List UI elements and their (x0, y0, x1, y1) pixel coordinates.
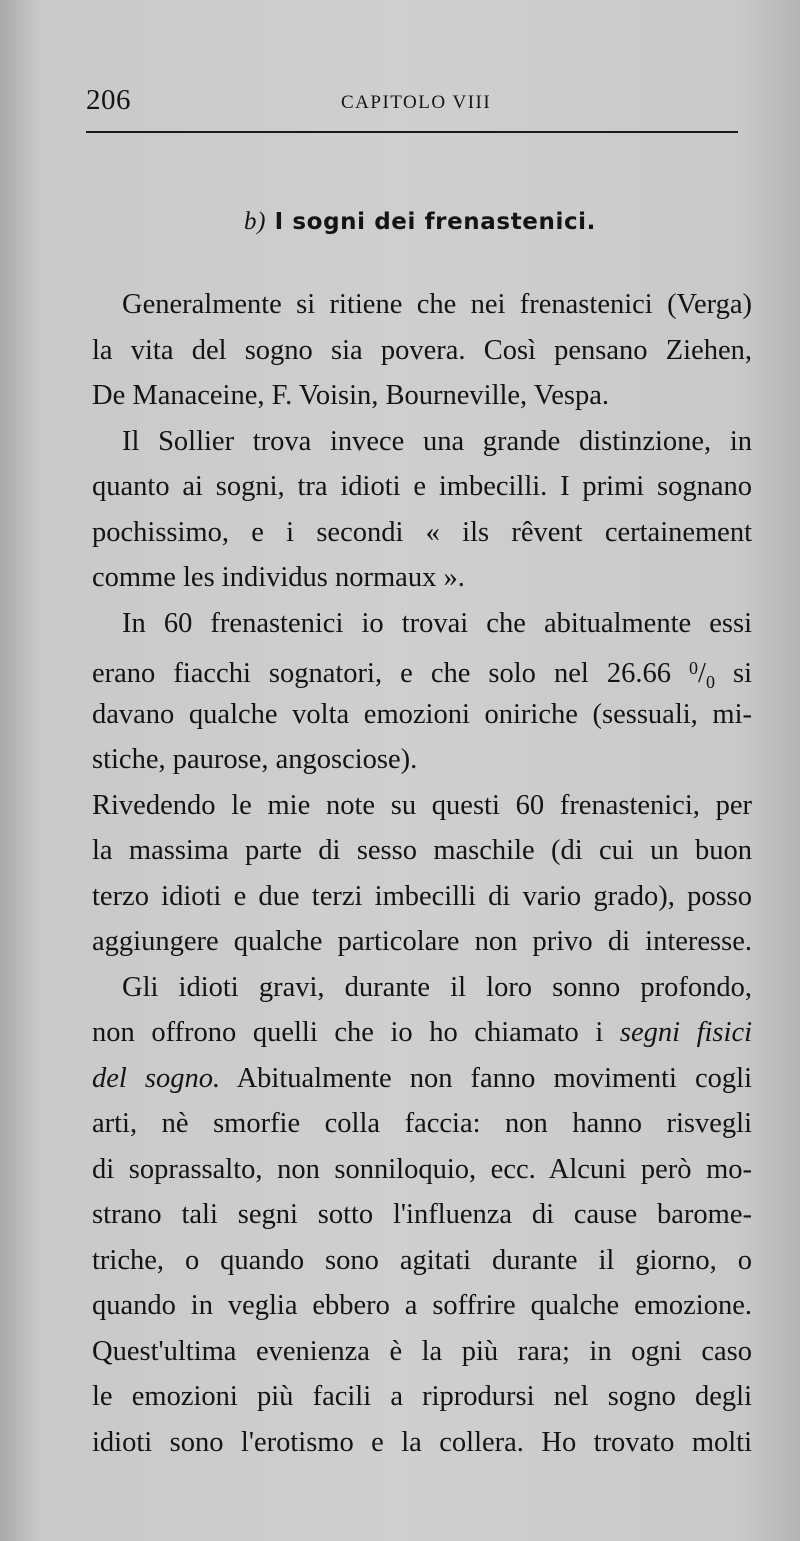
body-text (92, 282, 752, 1465)
text-line: triche, o quando sono agitati durante il giorno, o (92, 1244, 752, 1276)
percent-slash: / (698, 658, 706, 689)
text-line: aggiungere qualche particolare non privo di interesse. (92, 926, 752, 957)
italic-segment: del sogno. (92, 1062, 221, 1094)
page-number: 206 (86, 84, 131, 116)
text-line: Rivedendo le mie note su questi 60 frenastenici, per (92, 789, 752, 821)
text-line: le emozioni più facili a riprodursi nel sogno degli (92, 1381, 752, 1412)
text-line: pochissimo, e i secondi « ils rêvent certainement (92, 516, 752, 548)
percent-bottom: 0 (705, 672, 715, 692)
text-line: arti, nè smorfie colla faccia: non hanno risvegli (92, 1108, 752, 1139)
section-title (0, 208, 800, 236)
text-line: quando in veglia ebbero a soffrire qualche emozione. (92, 1290, 752, 1321)
header-rule (86, 131, 738, 133)
text-line (92, 1010, 752, 1056)
text-segment: non offrono quelli che io ho chiamato i (92, 1017, 604, 1048)
page-header (86, 84, 736, 124)
text-line: terzo idioti e due terzi imbecilli di vario grado), posso (92, 880, 752, 912)
text-line: Quest'ultima evenienza è la più rara; in ogni caso (92, 1335, 752, 1367)
text-line: quanto ai sogni, tra idioti e imbecilli. I primi sognano (92, 471, 752, 502)
text-line: Il Sollier trova invece una grande distinzione, in (122, 425, 752, 457)
text-line: davano qualche volta emozioni oniriche (sessuali, mi- (92, 698, 752, 730)
italic-segment: segni fisici (619, 1017, 752, 1048)
text-line: In 60 frenastenici io trovai che abitualmente essi (122, 607, 752, 639)
percent-top: 0 (689, 658, 699, 678)
text-segment: si (732, 658, 752, 689)
text-line (92, 646, 752, 692)
text-line (92, 1056, 752, 1102)
text-line: stiche, paurose, angosciose). (92, 744, 418, 775)
text-line: Gli idioti gravi, durante il loro sonno profondo, (122, 971, 752, 1003)
text-line: strano tali segni sotto l'influenza di cause barome- (92, 1199, 752, 1230)
text-line: di soprassalto, non sonniloquio, ecc. Alcuni però mo- (92, 1153, 752, 1185)
section-title-text: I sogni dei frenastenici. (274, 209, 597, 235)
text-line: comme les individus normaux ». (92, 562, 465, 593)
text-line: la vita del sogno sia povera. Così pensano Ziehen, (92, 334, 752, 366)
percent-sign (689, 658, 715, 692)
text-segment: Abitualmente non fanno movimenti cogli (236, 1062, 752, 1094)
text-line: De Manaceine, F. Voisin, Bourneville, Vespa. (92, 380, 609, 411)
text-line: la massima parte di sesso maschile (di cui un buon (92, 835, 752, 866)
text-line: Generalmente si ritiene che nei frenastenici (Verga) (122, 289, 752, 320)
section-marker: b) (243, 208, 267, 235)
text-line: idioti sono l'erotismo e la collera. Ho trovato molti (92, 1426, 752, 1458)
text-segment: erano fiacchi sognatori, e che solo nel 26.66 (92, 658, 671, 689)
running-head: CAPITOLO VIII (341, 92, 492, 113)
